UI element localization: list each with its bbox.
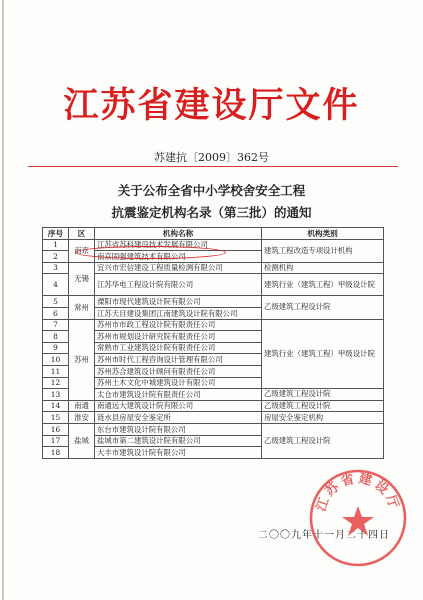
row-number: 10 bbox=[43, 354, 69, 366]
category-cell: 房屋安全鉴定机构 bbox=[262, 412, 384, 424]
region-cell: 常州 bbox=[69, 296, 95, 319]
category-cell: 建筑行业（建筑工程）甲级设计院 bbox=[262, 274, 384, 296]
category-cell: 建筑行业（建筑工程）甲级设计院 bbox=[262, 319, 384, 389]
row-number: 9 bbox=[43, 342, 69, 354]
document-header-title: 江苏省建设厅文件 bbox=[63, 85, 360, 126]
official-seal-icon bbox=[306, 466, 410, 570]
table-row bbox=[43, 262, 384, 274]
region-cell: 淮安 bbox=[69, 412, 95, 424]
region-cell: 盐城 bbox=[69, 423, 95, 458]
header-divider bbox=[28, 166, 398, 167]
table-row bbox=[43, 274, 384, 296]
row-number: 12 bbox=[43, 377, 69, 389]
institution-name: 东台市建筑设计院有限公司 bbox=[95, 423, 262, 435]
category-cell: 乙级建筑工程设计院 bbox=[262, 423, 384, 458]
table-row bbox=[43, 400, 384, 412]
institution-name: 溧阳市现代建筑设计院有限公司 bbox=[95, 296, 262, 308]
category-cell: 建筑工程改造专项设计机构 bbox=[262, 239, 384, 262]
row-number: 17 bbox=[43, 435, 69, 447]
institution-table bbox=[42, 227, 384, 459]
row-number: 13 bbox=[43, 389, 69, 401]
institution-name: 太仓市建筑设计院有限责任公司 bbox=[95, 389, 262, 401]
institution-name: 苏州市市政工程设计院有限责任公司 bbox=[95, 319, 262, 331]
seal-star-icon bbox=[342, 506, 374, 536]
category-cell: 检测机构 bbox=[262, 262, 384, 274]
region-cell: 南通 bbox=[69, 400, 95, 412]
institution-name: 宜兴市宏信建设工程质量检测有限公司 bbox=[95, 262, 262, 274]
seal-text-path: 江苏省建设厅 bbox=[313, 471, 403, 514]
row-number: 11 bbox=[43, 365, 69, 377]
institution-name: 涟水县房屋安全鉴定所 bbox=[95, 412, 262, 424]
category-cell: 乙级建筑工程设计院 bbox=[262, 389, 384, 401]
region-cell: 苏州 bbox=[69, 319, 95, 400]
category-cell: 乙级建筑工程设计院 bbox=[262, 400, 384, 412]
institution-name: 大丰市建筑设计院有限公司 bbox=[95, 447, 262, 459]
notice-title-line2: 抗震鉴定机构名录（第三批）的通知 bbox=[111, 205, 312, 220]
document-number: 苏建抗〔2009〕362号 bbox=[154, 151, 269, 164]
row-number: 6 bbox=[43, 307, 69, 319]
table-row bbox=[43, 319, 384, 331]
institution-name: 江苏华电工程设计院有限公司 bbox=[95, 274, 262, 296]
table-row bbox=[43, 296, 384, 308]
institution-name: 江苏天目建设集团江南建筑设计院有限公司 bbox=[95, 307, 262, 319]
header-cell: 序号 bbox=[43, 228, 69, 240]
institution-name: 苏州苏合建筑设计顾问有限责任公司 bbox=[95, 365, 262, 377]
row-number: 14 bbox=[43, 400, 69, 412]
institution-name: 盐城市第二建筑设计院有限公司 bbox=[95, 435, 262, 447]
institution-name: 常熟市工业建筑设计院有限责任公司 bbox=[95, 342, 262, 354]
institution-name: 苏州市时代工程咨询设计管理有限公司 bbox=[95, 354, 262, 366]
issue-date: 二〇〇九年十一月二十四日 bbox=[258, 530, 390, 541]
row-number: 16 bbox=[43, 423, 69, 435]
header-cell: 区 bbox=[69, 228, 95, 240]
row-number: 3 bbox=[43, 262, 69, 274]
institution-name: 苏州市规划设计研究院有限责任公司 bbox=[95, 331, 262, 343]
table-row bbox=[43, 389, 384, 401]
table-header-row bbox=[43, 228, 384, 240]
row-number: 7 bbox=[43, 319, 69, 331]
header-cell: 机构名称 bbox=[95, 228, 262, 240]
header-cell: 机构类别 bbox=[262, 228, 384, 240]
region-cell: 南京 bbox=[69, 239, 95, 262]
notice-title-line1: 关于公布全省中小学校舍安全工程 bbox=[117, 183, 306, 198]
row-number: 15 bbox=[43, 412, 69, 424]
row-number: 18 bbox=[43, 447, 69, 459]
institution-name: 苏州土木文化中城建筑设计有限公司 bbox=[95, 377, 262, 389]
row-number: 2 bbox=[43, 251, 69, 263]
table-row bbox=[43, 423, 384, 435]
row-number: 5 bbox=[43, 296, 69, 308]
category-cell: 乙级建筑工程设计院 bbox=[262, 296, 384, 319]
institution-name: 南通远大建筑设计院有限公司 bbox=[95, 400, 262, 412]
table-row bbox=[43, 412, 384, 424]
row-number: 4 bbox=[43, 274, 69, 296]
row-number: 8 bbox=[43, 331, 69, 343]
institution-name: 江苏省苏科建设技术发展有限公司 bbox=[95, 239, 262, 251]
row-number: 1 bbox=[43, 239, 69, 251]
region-cell: 无锡 bbox=[69, 262, 95, 296]
highlight-circle bbox=[75, 246, 226, 259]
institution-name: 南京固强建筑技术有限公司 bbox=[95, 251, 262, 263]
